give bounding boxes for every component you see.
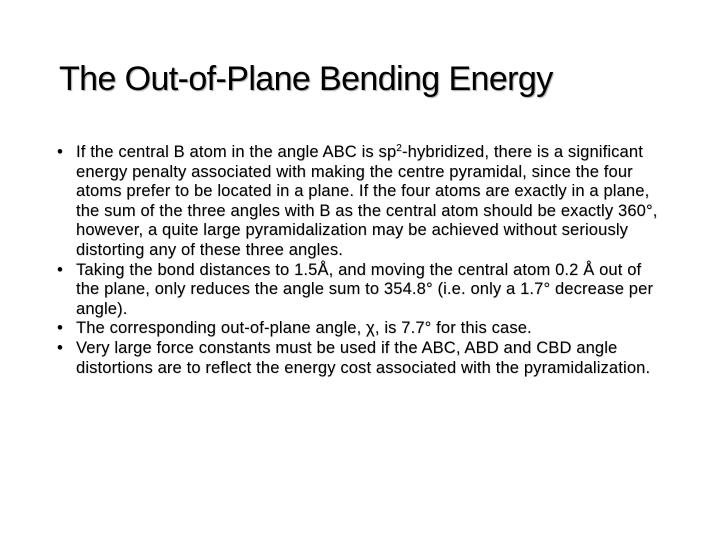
bullet-item-4: [56, 339, 666, 378]
bullet-icon: •: [57, 260, 63, 279]
bullet-icon: •: [57, 338, 63, 357]
bullet-text-1b: -hybridized, there is a significant energy penalty associated with making the centre pyramidal, since the four atoms prefer to be located in a plane. If the four atoms are exactly in a plane, the sum of the three angles with B as the central atom should be exactly 360°, however, a quite large pyramidalization may be achieved without seriously distorting any of these three angles.: [76, 143, 658, 259]
bullet-text-3: The corresponding out-of-plane angle, χ, is 7.7° for this case.: [76, 319, 532, 338]
bullet-item-3: [56, 319, 666, 339]
bullet-text-4: Very large force constants must be used if the ABC, ABD and CBD angle distortions are to reflect the energy cost associated with the pyramidalization.: [76, 338, 651, 377]
bullet-list: [56, 143, 666, 378]
bullet-icon: •: [57, 143, 63, 161]
bullet-item-2: [56, 261, 666, 320]
slide-title: The Out-of-Plane Bending Energy: [59, 60, 553, 98]
bullet-text-1a: If the central B atom in the angle ABC is sp: [76, 143, 397, 161]
bullet-item-1: [56, 143, 666, 261]
bullet-text-2: Taking the bond distances to 1.5Å, and moving the central atom 0.2 Å out of the plane, only reduces the angle sum to 354.8° (i.e. only a 1.7° decrease per angle).: [76, 260, 654, 318]
bullet-icon: •: [57, 319, 63, 338]
superscript-2: 2: [396, 143, 402, 154]
